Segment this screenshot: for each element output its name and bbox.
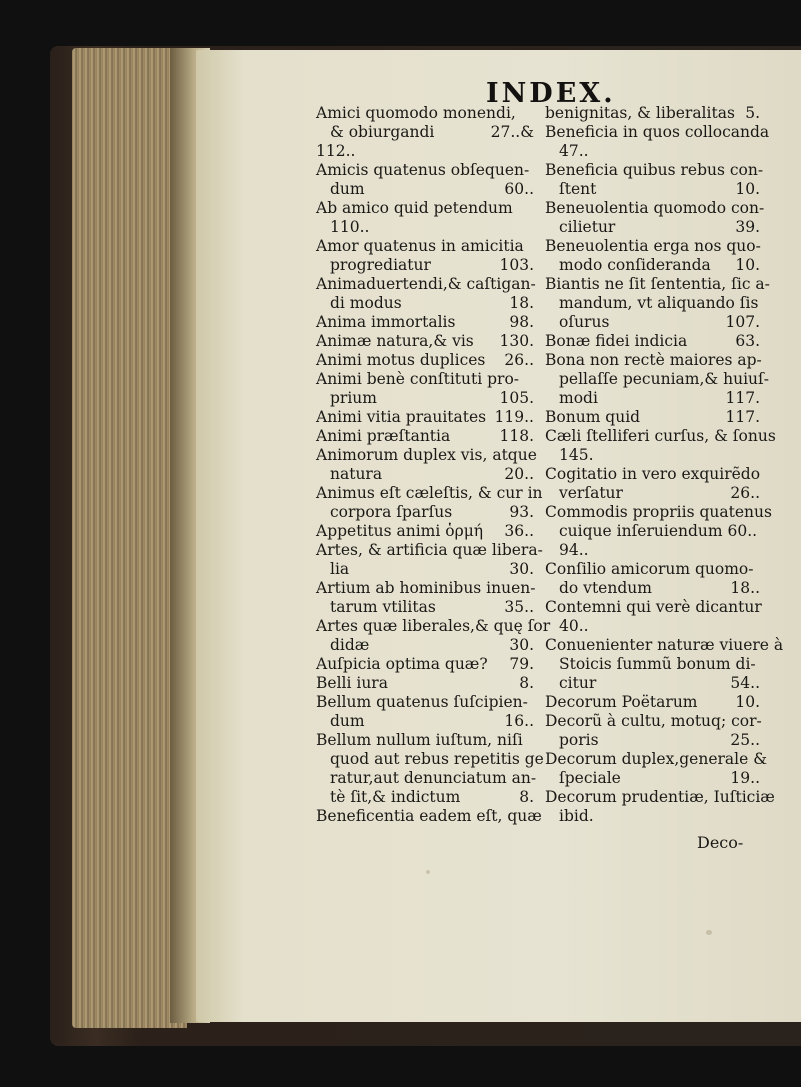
index-entry-text: 47.. <box>559 142 589 160</box>
page-reference: 60.. <box>504 180 534 198</box>
index-entry-row <box>545 693 760 712</box>
index-entry-text: Ab amico quid petendum <box>316 199 513 217</box>
index-entry-row <box>545 218 760 237</box>
page-reference: 26.. <box>730 484 760 502</box>
page-reference: 18. <box>509 294 534 312</box>
page-title: INDEX. <box>486 78 616 109</box>
index-entry-row <box>545 769 760 788</box>
index-entry <box>316 275 534 313</box>
index-entry-text: dum <box>330 712 365 730</box>
index-entry-text: Decorũ à cultu, motuq; cor- <box>545 712 762 730</box>
index-entry-row <box>316 427 534 446</box>
index-entry <box>316 408 534 427</box>
index-entry-text: Commodis propriis quatenus <box>545 503 772 521</box>
page-reference: 8. <box>519 788 534 806</box>
index-entry-text: Contemni qui verè dicantur <box>545 598 762 616</box>
index-entry-text: 112.. <box>316 142 356 160</box>
index-entry-text: natura <box>330 465 383 483</box>
index-entry-row <box>316 332 534 351</box>
index-entry <box>545 408 760 427</box>
index-entry <box>545 750 768 788</box>
index-entry-text: Artium ab hominibus inuen- <box>316 579 536 597</box>
index-entry <box>316 237 534 275</box>
page-reference: 93. <box>509 503 534 521</box>
page-reference: 118. <box>499 427 534 445</box>
index-entry <box>545 712 760 750</box>
index-entry-row <box>545 674 760 693</box>
index-entry-row <box>316 465 534 484</box>
index-entry-row <box>316 180 534 199</box>
index-entry <box>545 237 760 275</box>
page-reference: 98. <box>509 313 534 331</box>
index-entry-row <box>545 731 760 750</box>
index-entry-text: 110.. <box>330 218 370 236</box>
index-entry-text: 40.. <box>559 617 589 635</box>
index-entry-text: tè ſit,& indictum <box>330 788 461 806</box>
index-entry-text: Auſpicia optima quæ? <box>316 655 488 673</box>
page-reference: 10. <box>735 256 760 274</box>
index-entry-text: Bonæ fidei indicia <box>545 332 688 350</box>
index-entry <box>545 693 760 712</box>
page-reference: 117. <box>725 389 760 407</box>
index-entry-text: Beneficentia eadem eſt, quæ <box>316 807 542 825</box>
index-entry-text: Bellum quatenus ſuſcipien- <box>316 693 528 711</box>
index-entry-text: Animi benè conſtituti pro- <box>316 370 520 388</box>
index-entry-row <box>316 408 534 427</box>
index-entry-row <box>316 560 534 579</box>
index-entry-text: Amor quatenus in amicitia <box>316 237 524 255</box>
index-column-right <box>545 104 784 826</box>
index-entry <box>316 617 551 655</box>
index-entry-row <box>545 332 760 351</box>
index-entry-text: quod aut rebus repetitis ge <box>330 750 544 768</box>
index-entry-row <box>316 256 534 275</box>
index-entry-text: Animus eſt cæleſtis, & cur in <box>316 484 543 502</box>
page-reference: 54.. <box>730 674 760 692</box>
index-entry-row <box>545 484 760 503</box>
index-entry <box>316 807 542 826</box>
index-entry-row <box>545 389 760 408</box>
index-entry-row <box>316 636 534 655</box>
index-entry-text: oſurus <box>559 313 610 331</box>
index-entry-row <box>316 522 534 541</box>
index-entry-row <box>316 294 534 313</box>
page-reference: 105. <box>499 389 534 407</box>
index-entry-text: do vtendum <box>559 579 652 597</box>
index-entry-text: modo conſideranda <box>559 256 711 274</box>
index-entry-text: Animi motus duplices <box>316 351 486 369</box>
page-reference: 8. <box>519 674 534 692</box>
index-entry-row <box>545 408 760 427</box>
index-entry-text: Biantis ne ſit ſententia, ſic a- <box>545 275 770 293</box>
index-entry-text: Artes, & artificia quæ libera- <box>316 541 543 559</box>
index-entry <box>316 104 534 142</box>
index-entry <box>316 693 534 731</box>
index-entry-text: prium <box>330 389 377 407</box>
page-reference: 35.. <box>504 598 534 616</box>
index-entry-row <box>316 655 534 674</box>
page-reference: 27..& <box>490 123 534 141</box>
index-entry-row <box>316 313 534 332</box>
index-entry-row <box>316 788 534 807</box>
index-entry-text: Bona non rectè maiores ap- <box>545 351 762 369</box>
page-reference: 103. <box>499 256 534 274</box>
index-entry-text: Stoicis ſummũ bonum di- <box>559 655 756 673</box>
index-entry-text: progrediatur <box>330 256 431 274</box>
index-entry <box>316 370 534 408</box>
index-entry <box>316 446 537 484</box>
index-entry <box>316 313 534 332</box>
page-reference: 117. <box>725 408 760 426</box>
page-reference: 30. <box>509 560 534 578</box>
page-reference: 18.. <box>730 579 760 597</box>
index-entry-text: Conſilio amicorum quomo- <box>545 560 754 578</box>
index-entry-row <box>545 104 760 123</box>
index-entry-row <box>545 256 760 275</box>
index-entry-text: tarum vtilitas <box>330 598 436 616</box>
page-reference: 10. <box>735 693 760 711</box>
page-reference: 10. <box>735 180 760 198</box>
index-entry-text: di modus <box>330 294 402 312</box>
index-entry-text: Bonum quid <box>545 408 641 426</box>
index-entry-row <box>545 180 760 199</box>
index-entry-text: benignitas, & liberalitas <box>545 104 735 122</box>
index-entry-text: Appetitus animi ὁρμή <box>316 522 484 540</box>
index-entry <box>545 199 765 237</box>
index-entry-text: Beneuolentia erga nos quo- <box>545 237 761 255</box>
page-reference: 16.. <box>504 712 534 730</box>
index-entry-text: didæ <box>330 636 370 654</box>
index-entry-text: cilietur <box>559 218 616 236</box>
index-entry-text: modi <box>559 389 598 407</box>
index-entry-text: Animi vitia prauitates <box>316 408 487 426</box>
index-entry-text: Animorum duplex vis, atque <box>316 446 537 464</box>
page-reference: 107. <box>725 313 760 331</box>
page-reference: 25.. <box>730 731 760 749</box>
index-entry <box>316 731 544 807</box>
index-entry-text: Beneficia in quos collocanda <box>545 123 770 141</box>
index-entry-text: Amicis quatenus obſequen- <box>316 161 530 179</box>
index-entry <box>316 427 534 446</box>
index-entry-text: Animæ natura,& vis <box>316 332 474 350</box>
index-entry <box>545 275 770 332</box>
index-entry <box>545 465 760 503</box>
index-entry-text: ratur,aut denunciatum an- <box>330 769 537 787</box>
index-column-left <box>316 104 551 826</box>
index-entry <box>545 427 776 465</box>
index-entry-text: mandum, vt aliquando ſis <box>559 294 759 312</box>
page-reference: 26.. <box>504 351 534 369</box>
index-entry <box>316 161 534 199</box>
index-entry <box>545 788 775 826</box>
index-entry-text: verſatur <box>559 484 623 502</box>
page-reference: 30. <box>509 636 534 654</box>
page-reference: 39. <box>735 218 760 236</box>
index-entry <box>316 579 534 617</box>
index-entry-row <box>316 598 534 617</box>
index-entry-row <box>316 123 534 142</box>
index-entry <box>545 636 784 693</box>
index-entry <box>316 351 534 370</box>
index-entry <box>316 199 534 237</box>
page-reference: 130. <box>499 332 534 350</box>
index-entry-row <box>316 503 534 522</box>
index-entry-text: poris <box>559 731 599 749</box>
index-entry-text: & obiurgandi <box>330 123 435 141</box>
index-entry-text: Beneuolentia quomodo con- <box>545 199 765 217</box>
index-entry-text: 145. <box>559 446 594 464</box>
index-entry-text: Animaduertendi,& caſtigan- <box>316 275 536 293</box>
page-reference: 20.. <box>504 465 534 483</box>
index-entry-row <box>545 579 760 598</box>
index-entry-text: Decorum duplex,generale & <box>545 750 768 768</box>
index-entry-text: ſtent <box>559 180 597 198</box>
page-reference: 63. <box>735 332 760 350</box>
index-entry-text: Conuenienter naturæ viuere à <box>545 636 784 654</box>
page-stain <box>426 870 430 874</box>
page-reference: 36.. <box>504 522 534 540</box>
index-entry <box>545 161 764 199</box>
index-entry-text: Decorum prudentiæ, Iuſticiæ <box>545 788 775 806</box>
index-entry-text: Animi præſtantia <box>316 427 451 445</box>
page-stain <box>706 930 712 935</box>
index-entry <box>545 104 760 123</box>
index-entry-text: pellaſſe pecuniam,& huiuſ- <box>559 370 769 388</box>
index-entry <box>545 332 760 351</box>
page-reference: 19.. <box>730 769 760 787</box>
index-entry-text: Beneficia quibus rebus con- <box>545 161 764 179</box>
index-entry-text: lia <box>330 560 350 578</box>
index-entry-text: Amici quomodo monendi, <box>316 104 516 122</box>
index-entry <box>316 541 543 579</box>
index-entry-text: dum <box>330 180 365 198</box>
index-entry-text: Anima immortalis <box>316 313 456 331</box>
index-entry-text: ibid. <box>559 807 594 825</box>
index-entry <box>316 484 543 522</box>
page-reference: 119.. <box>494 408 534 426</box>
index-entry-text: Artes quæ liberales,& quę ſor <box>316 617 551 635</box>
index-entry <box>545 598 760 636</box>
index-entry-row <box>316 674 534 693</box>
index-entry <box>316 674 534 693</box>
index-entry-text: Decorum Poëtarum <box>545 693 698 711</box>
index-entry-text: corpora ſparſus <box>330 503 453 521</box>
index-entry-row <box>316 351 534 370</box>
index-entry-text: 94.. <box>559 541 589 559</box>
index-entry-text: Cogitatio in vero exquirẽdo <box>545 465 761 483</box>
index-entry-text: citur <box>559 674 597 692</box>
index-entry-text: Bellum nullum iuſtum, niſi <box>316 731 523 749</box>
index-entry-text: Belli iura <box>316 674 388 692</box>
index-entry-row <box>545 313 760 332</box>
index-entry <box>545 123 770 161</box>
index-entry-row <box>316 389 534 408</box>
index-entry <box>316 655 534 674</box>
index-entry-text: ſpeciale <box>559 769 621 787</box>
index-entry <box>545 351 769 408</box>
index-entry <box>316 142 534 161</box>
page-reference: 79. <box>509 655 534 673</box>
catchword: Deco- <box>697 833 744 852</box>
index-entry-text: cuique inſeruiendum 60.. <box>559 522 758 540</box>
page-reference: 5. <box>745 104 760 122</box>
index-entry <box>545 560 760 598</box>
index-entry <box>316 522 534 541</box>
index-entry <box>316 332 534 351</box>
index-entry-text: Cæli ſtelliferi curſus, & ſonus <box>545 427 776 445</box>
index-entry-row <box>316 712 534 731</box>
index-entry <box>545 503 772 560</box>
